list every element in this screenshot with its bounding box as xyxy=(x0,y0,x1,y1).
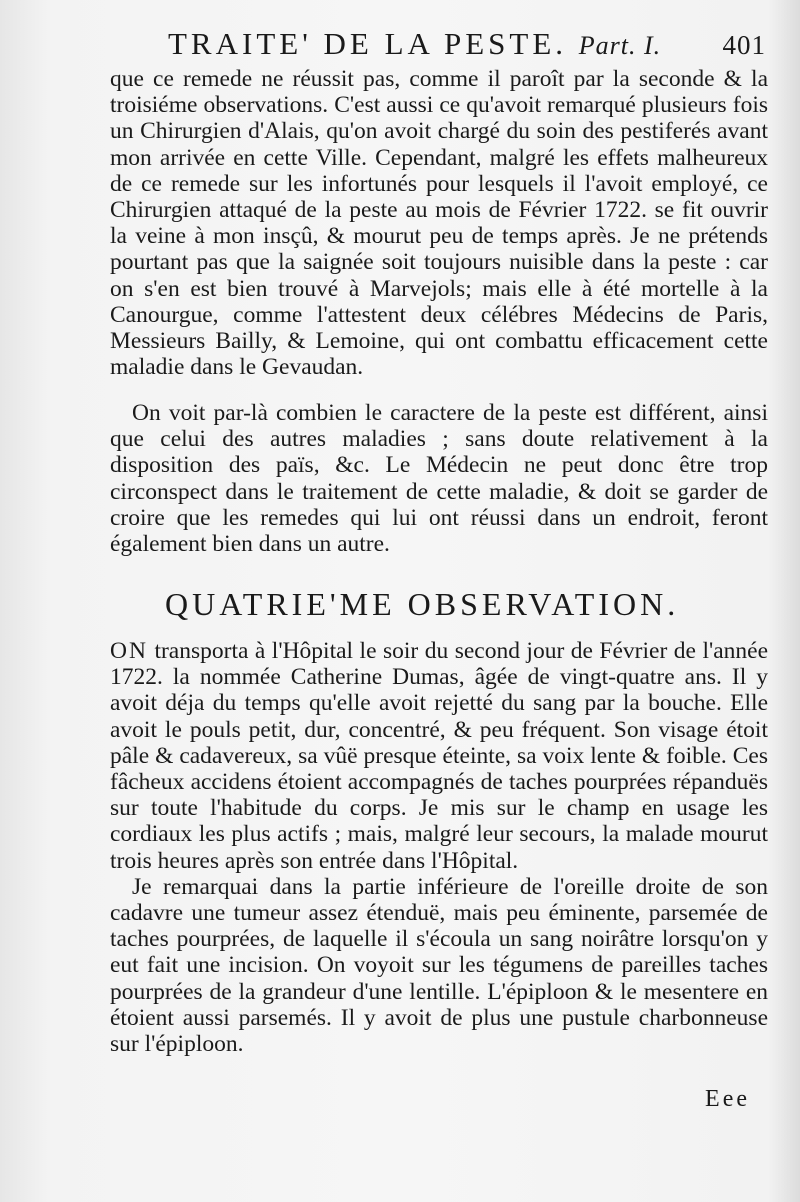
part-label: Part. I. xyxy=(578,31,662,60)
page-number: 401 xyxy=(722,30,766,60)
section-heading: QUATRIE'ME OBSERVATION. xyxy=(165,586,680,622)
page-header xyxy=(0,26,800,66)
paragraph-case-description xyxy=(110,638,768,874)
first-word: ON xyxy=(110,638,148,664)
text-block-middle xyxy=(110,400,768,557)
text-block-top xyxy=(110,66,768,380)
paragraph-autopsy: Je remarquai dans la partie inférieure de l'oreille droite de son cadavre une tumeur assez étenduë, mais peu éminente, parsemée de taches pourprées, de laquelle il s'écoula un sang noirâtre lorsqu'on y eut fait une incision. On voyoit sur les tégumens de pareilles taches pourprées de la grandeur d'une lentille. L'épiploon & le mesentere en étoient aussi parsemés. Il y avoit de plus une pustule charbonneuse sur l'épiploon. xyxy=(110,873,768,1058)
paragraph-conclusion: On voit par-là combien le caractere de la peste est différent, ainsi que celui des autres maladies ; sans doute relativement à la disposition des païs, &c. Le Médecin ne peut donc être trop circonspect dans le traitement de cette maladie, & doit se garder de croire que les remedes qui lui ont réussi dans un endroit, feront également bien dans un autre. xyxy=(110,400,768,558)
paragraph-case-body: transporta à l'Hôpital le soir du second jour de Février de l'année 1722. la nommée Catherine Dumas, âgée de vingt-quatre ans. Il y avoit déja du temps qu'elle avoit rejetté du sang par la bouche. Elle avoit le pouls petit, dur, concentré, & peu fréquent. Son visage étoit pâle & cadavereux, sa vûë presque éteinte, sa voix lente & foible. Ces fâcheux accidens étoient accompagnés de taches pourprées répanduës sur toute l'habitude du corps. Je mis sur le champ en usage les cordiaux les plus actifs ; mais, malgré leur secours, la malade mourut trois heures après son entrée dans l'Hôpital. xyxy=(110,638,768,874)
paragraph-continuation: que ce remede ne réussit pas, comme il paroît par la seconde & la troisiéme observations. C'est aussi ce qu'avoit remarqué plusieurs fois un Chirurgien d'Alais, qu'on avoit chargé du soin des pestiferés avant mon arrivée en cette Ville. Cependant, malgré les effets malheureux de ce remede sur les infortunés pour lesquels il l'avoit employé, ce Chirurgien attaqué de la peste au mois de Février 1722. se fit ouvrir la veine à mon insçû, & mourut peu de temps après. Je ne prétends pourtant pas que la saignée soit toujours nuisible dans la peste : car on s'en est bien trouvé à Marvejols; mais elle à été mortelle à la Canourgue, comme l'attestent deux célébres Médecins de Paris, Messieurs Bailly, & Lemoine, qui ont combattu efficacement cette maladie dans le Gevaudan. xyxy=(110,66,768,381)
text-block-bottom xyxy=(110,638,768,1057)
running-title xyxy=(168,26,661,62)
running-title-text: TRAITE' DE LA PESTE. xyxy=(168,26,568,61)
signature-mark: Eee xyxy=(705,1086,750,1112)
